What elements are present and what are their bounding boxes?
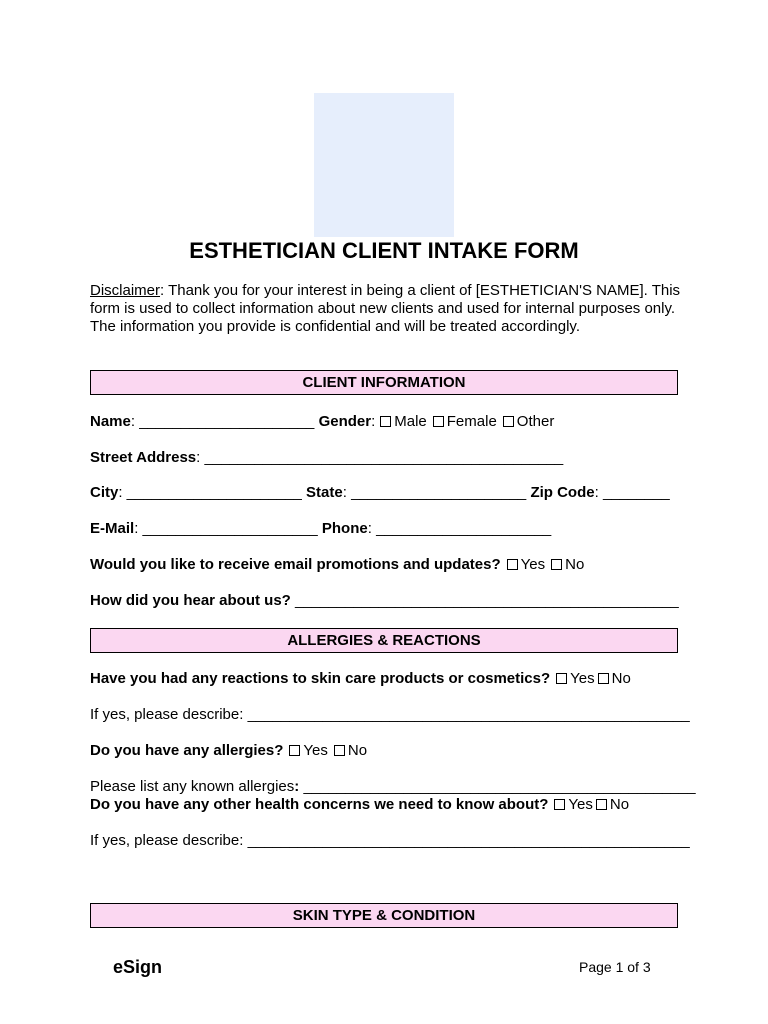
health-describe-row — [90, 832, 690, 850]
zip-field[interactable]: : ________ — [594, 484, 670, 501]
promotions-question: Would you like to receive email promotions and updates? — [90, 556, 501, 573]
name-field[interactable]: : _____________________ — [130, 413, 319, 430]
health-no-label: No — [609, 796, 630, 813]
allergies-row — [90, 742, 367, 760]
email-label: E-Mail — [90, 520, 135, 537]
name-label: Name — [90, 413, 131, 430]
health-yes-checkbox[interactable] — [554, 799, 565, 810]
state-label: State — [306, 484, 343, 501]
allergies-list-field[interactable]: _______________________________________________ — [299, 778, 696, 795]
other-label: Other — [516, 413, 555, 430]
logo-placeholder — [314, 93, 454, 237]
esign-logo: eSign — [113, 957, 163, 977]
gender-colon: : — [371, 413, 376, 430]
allergies-no-label: No — [347, 742, 368, 759]
reactions-yes-label: Yes — [570, 670, 595, 687]
section-allergies-reactions: ALLERGIES & REACTIONS — [90, 628, 678, 653]
allergies-no-checkbox[interactable] — [334, 745, 345, 756]
health-concerns-question: Do you have any other health concerns we need to know about? — [90, 796, 549, 813]
allergies-question: Do you have any allergies? — [90, 742, 284, 759]
gender-label: Gender — [318, 413, 372, 430]
reactions-no-label: No — [611, 670, 631, 687]
male-checkbox[interactable] — [380, 416, 391, 427]
promotions-no-checkbox[interactable] — [551, 559, 562, 570]
phone-field[interactable]: : _____________________ — [367, 520, 552, 537]
reactions-describe-row — [90, 706, 690, 724]
state-field[interactable]: : _____________________ — [342, 484, 531, 501]
allergies-list-colon: : — [294, 778, 300, 795]
name-gender-row — [90, 413, 554, 431]
zip-label: Zip Code — [530, 484, 595, 501]
referral-question: How did you hear about us? — [90, 592, 291, 609]
page-number: Page 1 of 3 — [579, 959, 651, 975]
email-phone-row — [90, 520, 551, 538]
health-yes-label: Yes — [568, 796, 593, 813]
disclaimer-text: : Thank you for your interest in being a client of [ESTHETICIAN'S NAME]. This form is used to collect information about new clients and used for internal purposes only. The information you provide is confidential and will be treated accordingly. — [90, 282, 681, 335]
female-checkbox[interactable] — [433, 416, 444, 427]
health-no-checkbox[interactable] — [596, 799, 607, 810]
city-field[interactable]: : _____________________ — [118, 484, 307, 501]
city-state-zip-row — [90, 484, 670, 502]
disclaimer-label: Disclaimer — [90, 282, 161, 299]
health-concerns-row — [90, 796, 629, 814]
phone-label: Phone — [321, 520, 368, 537]
street-address-row — [90, 449, 563, 467]
reactions-question: Have you had any reactions to skin care products or cosmetics? — [90, 670, 551, 687]
female-label: Female — [446, 413, 497, 430]
email-field[interactable]: : _____________________ — [134, 520, 322, 537]
section-client-information: CLIENT INFORMATION — [90, 370, 678, 395]
city-label: City — [90, 484, 119, 501]
reactions-row — [90, 670, 631, 688]
other-checkbox[interactable] — [503, 416, 514, 427]
disclaimer — [90, 282, 682, 336]
health-describe-field[interactable]: _____________________________________________________ — [247, 832, 690, 849]
promotions-yes-checkbox[interactable] — [507, 559, 518, 570]
allergies-list-row — [90, 778, 696, 796]
referral-field[interactable]: ______________________________________________ — [290, 592, 679, 609]
allergies-yes-checkbox[interactable] — [289, 745, 300, 756]
form-title: ESTHETICIAN CLIENT INTAKE FORM — [189, 238, 579, 263]
allergies-list-label: Please list any known allergies — [90, 778, 295, 795]
health-describe-label: If yes, please describe: — [90, 832, 248, 849]
referral-row — [90, 592, 679, 610]
promotions-row — [90, 556, 584, 574]
reactions-yes-checkbox[interactable] — [556, 673, 567, 684]
reactions-no-checkbox[interactable] — [598, 673, 609, 684]
promotions-yes-label: Yes — [520, 556, 546, 573]
reactions-describe-field[interactable]: _____________________________________________________ — [247, 706, 690, 723]
allergies-yes-label: Yes — [303, 742, 328, 759]
promotions-no-label: No — [565, 556, 585, 573]
reactions-describe-label: If yes, please describe: — [90, 706, 248, 723]
male-label: Male — [394, 413, 427, 430]
street-address-label: Street Address — [90, 449, 197, 466]
street-address-field[interactable]: : ___________________________________________ — [196, 449, 564, 466]
section-skin-type-condition: SKIN TYPE & CONDITION — [90, 903, 678, 928]
